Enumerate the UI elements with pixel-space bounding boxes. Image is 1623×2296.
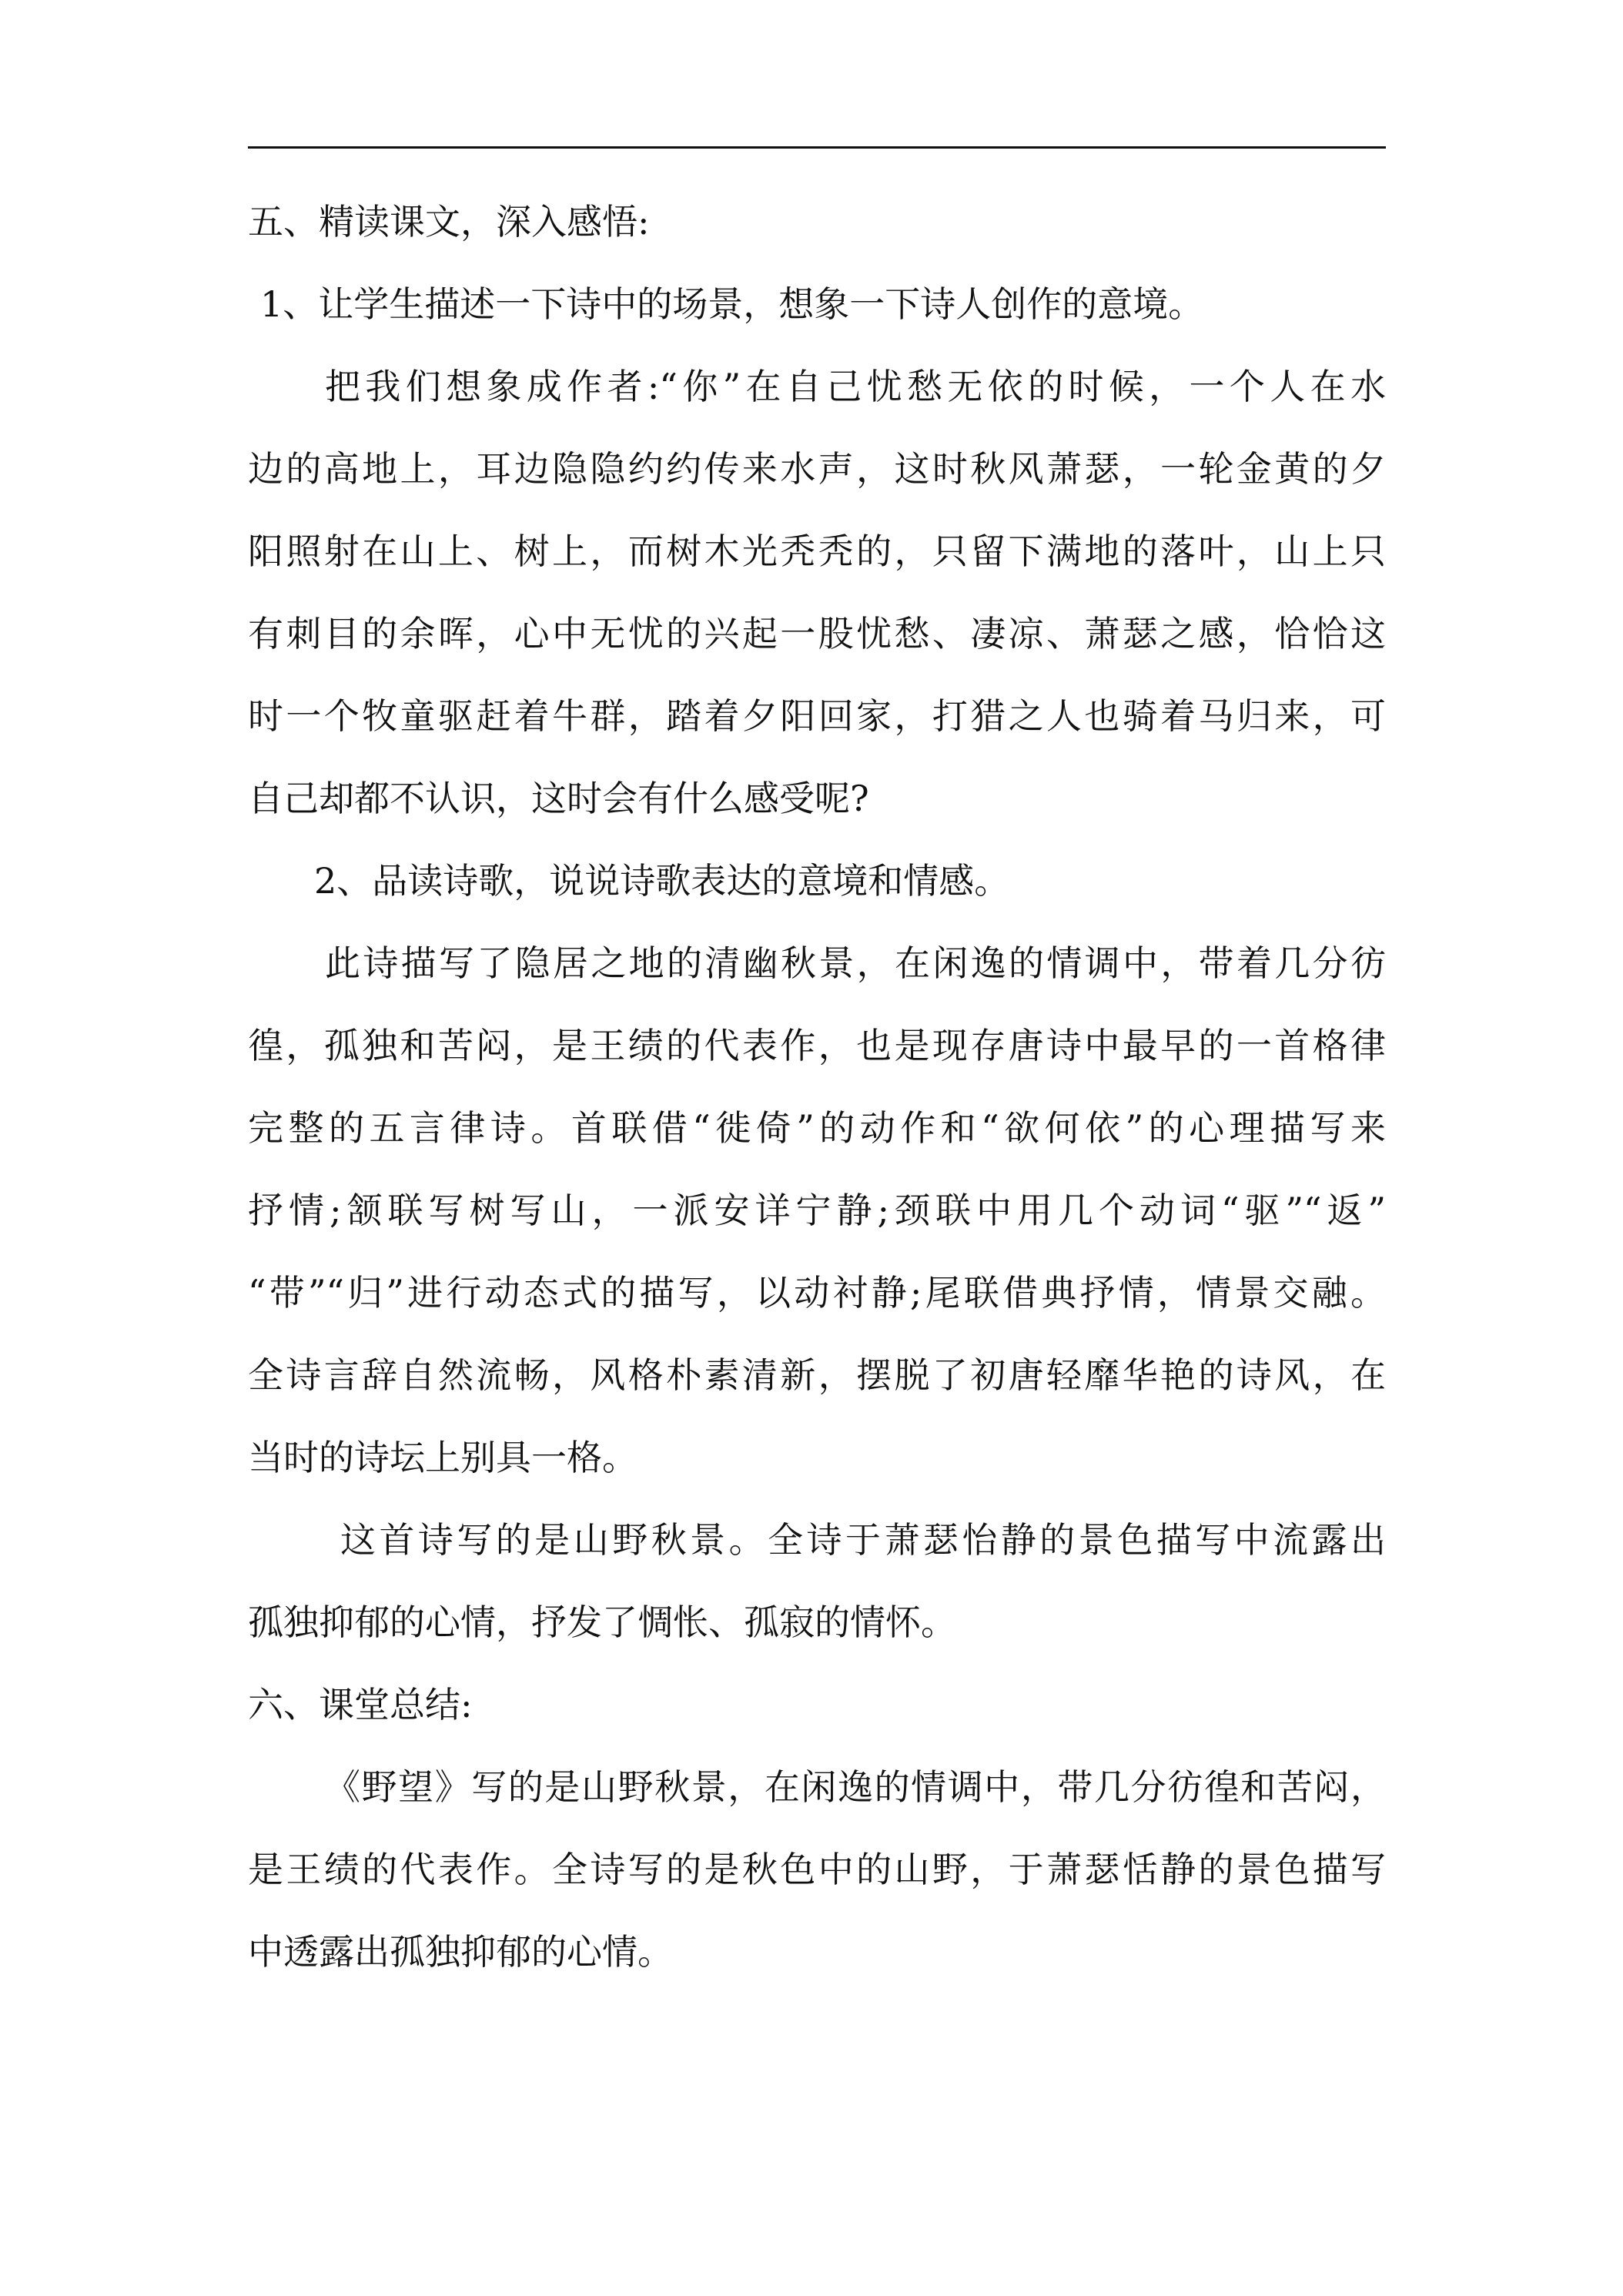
paragraph-line: 《野望》写的是山野秋景，在闲逸的情调中，带几分彷徨和苦闷， [325, 1766, 1386, 1808]
paragraph-line: 边的高地上，耳边隐隐约约传来水声，这时秋风萧瑟，一轮金黄的夕 [248, 448, 1386, 490]
paragraph-line: 徨，孤独和苦闷，是王绩的代表作，也是现存唐诗中最早的一首格律 [248, 1025, 1386, 1066]
paragraph-line: 此诗描写了隐居之地的清幽秋景，在闲逸的情调中，带着几分彷 [325, 942, 1386, 984]
list-item-2: 2、品读诗歌，说说诗歌表达的意境和情感。 [314, 860, 1010, 902]
paragraph-line: 抒情;颔联写树写山，一派安详宁静;颈联中用几个动词“驱”“返” [248, 1190, 1386, 1231]
paragraph-line: 孤独抑郁的心情，抒发了惆怅、孤寂的情怀。 [248, 1602, 956, 1643]
paragraph-line: 自己却都不认识，这时会有什么感受呢? [248, 778, 869, 819]
paragraph-line: 是王绩的代表作。全诗写的是秋色中的山野，于萧瑟恬静的景色描写 [248, 1849, 1386, 1890]
paragraph-line: “带”“归”进行动态式的描写，以动衬静;尾联借典抒情，情景交融。 [248, 1272, 1386, 1314]
section-heading-six: 六、课堂总结: [248, 1684, 473, 1725]
paragraph-line: 有刺目的余晖，心中无忧的兴起一股忧愁、凄凉、萧瑟之感，恰恰这 [248, 613, 1386, 654]
document-body [248, 181, 1386, 1993]
paragraph-line: 阳照射在山上、树上，而树木光秃秃的，只留下满地的落叶，山上只 [248, 530, 1386, 572]
paragraph-line: 中透露出孤独抑郁的心情。 [248, 1931, 673, 1973]
header-rule [248, 146, 1386, 149]
paragraph-line: 把我们想象成作者:“你”在自己忧愁无依的时候，一个人在水 [325, 366, 1386, 407]
list-item-1: 1、让学生描述一下诗中的场景，想象一下诗人创作的意境。 [260, 283, 1204, 325]
paragraph-line: 完整的五言律诗。首联借“徙倚”的动作和“欲何依”的心理描写来 [248, 1107, 1386, 1149]
section-heading-five: 五、精读课文，深入感悟: [248, 201, 650, 243]
paragraph-line: 全诗言辞自然流畅，风格朴素清新，摆脱了初唐轻靡华艳的诗风，在 [248, 1354, 1386, 1396]
paragraph-line: 这首诗写的是山野秋景。全诗于萧瑟怡静的景色描写中流露出 [340, 1519, 1386, 1561]
paragraph-line: 时一个牧童驱赶着牛群，踏着夕阳回家，打猎之人也骑着马归来，可 [248, 695, 1386, 737]
paragraph-line: 当时的诗坛上别具一格。 [248, 1437, 637, 1478]
